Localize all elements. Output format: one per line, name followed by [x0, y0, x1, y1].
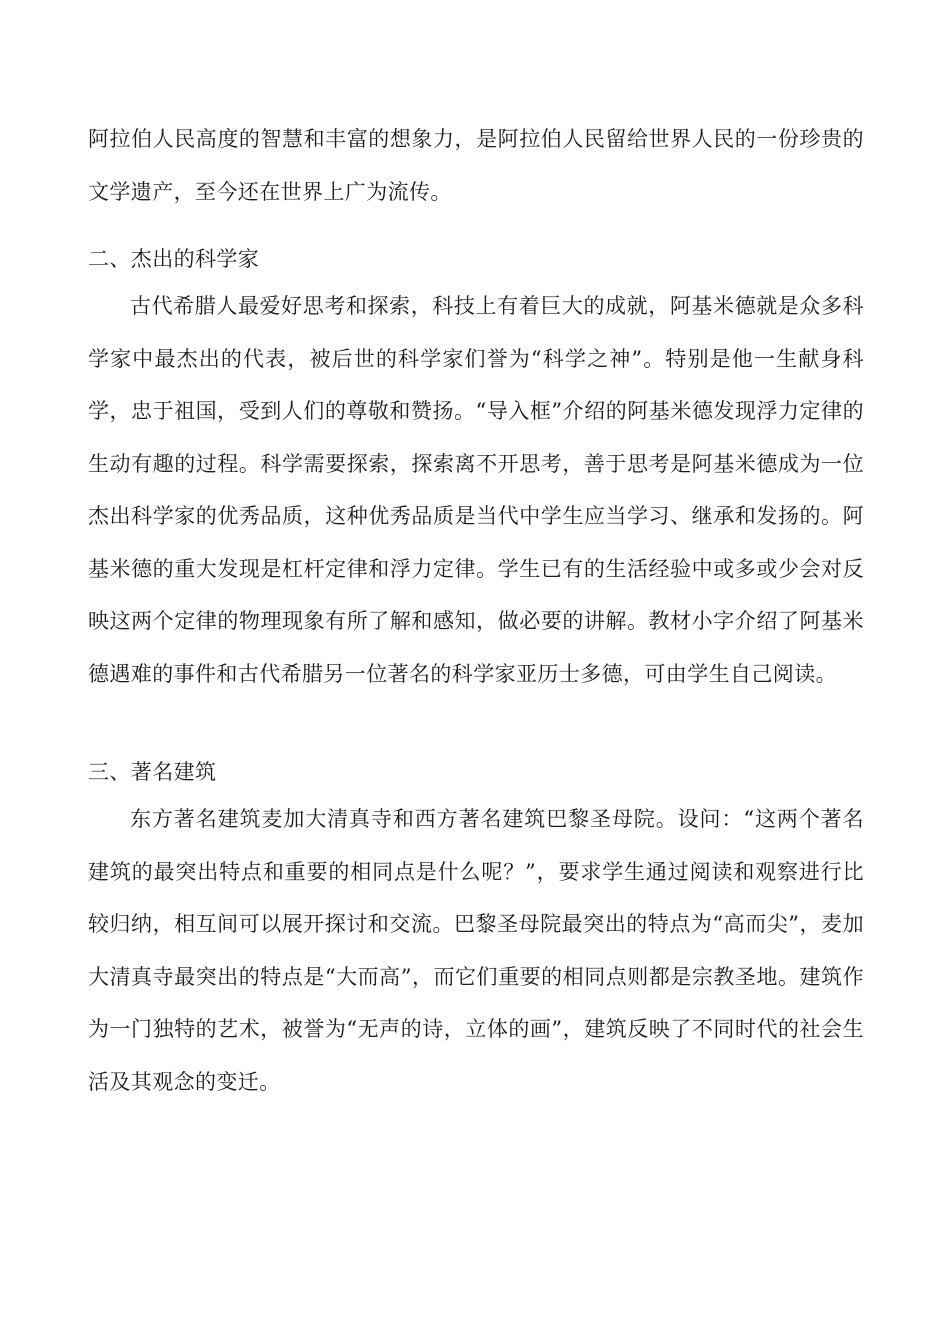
section-paragraph-scientist: 古代希腊人最爱好思考和探索，科技上有着巨大的成就，阿基米德就是众多科学家中最杰出的代表，被后世的科学家们誉为“科学之神”。特别是他一生献身科学，忠于祖国，受到人们的尊敬和赞扬。“导入框”介绍的阿基米德发现浮力定律的生动有趣的过程。科学需要探索，探索离不开思考，善于思考是阿基米德成为一位杰出科学家的优秀品质，这种优秀品质是当代中学生应当学习、继承和发扬的。阿基米德的重大发现是杠杆定律和浮力定律。学生已有的生活经验中或多或少会对反映这两个定律的物理现象有所了解和感知，做必要的讲解。教材小字介绍了阿基米德遇难的事件和古代希腊另一位著名的科学家亚历士多德，可由学生自己阅读。: [88, 294, 864, 686]
continued-paragraph: 阿拉伯人民高度的智慧和丰富的想象力，是阿拉伯人民留给世界人民的一份珍贵的文学遗产，至今还在世界上广为流传。: [88, 127, 864, 204]
section-heading-architecture: 三、著名建筑: [88, 760, 217, 784]
section-heading-scientist: 二、杰出的科学家: [88, 247, 260, 271]
section-paragraph-architecture: 东方著名建筑麦加大清真寺和西方著名建筑巴黎圣母院。设问：“这两个著名建筑的最突出特点和重要的相同点是什么呢？”，要求学生通过阅读和观察进行比较归纳，相互间可以展开探讨和交流。巴黎圣母院最突出的特点为“高而尖”，麦加大清真寺最突出的特点是“大而高”，而它们重要的相同点则都是宗教圣地。建筑作为一门独特的艺术，被誉为“无声的诗，立体的画”，建筑反映了不同时代的社会生活及其观念的变迁。: [88, 807, 864, 1094]
